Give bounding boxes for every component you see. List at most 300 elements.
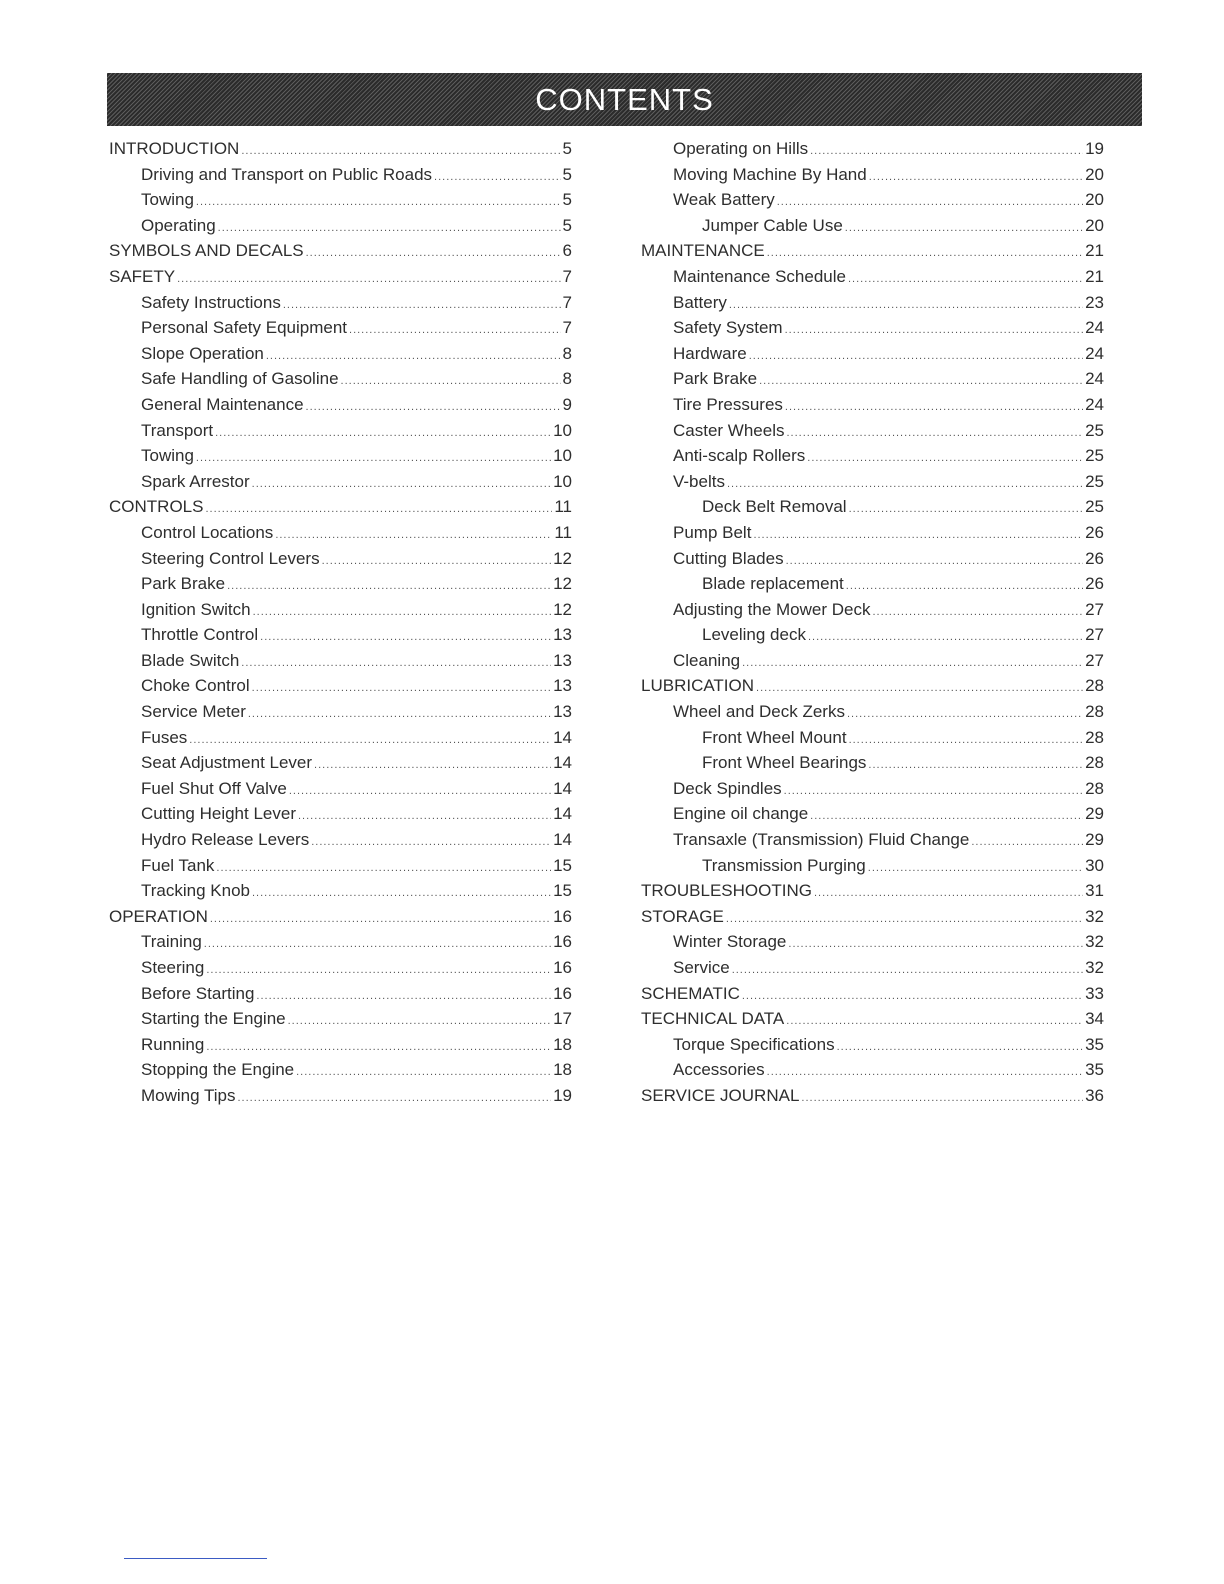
toc-entry[interactable] — [109, 676, 572, 702]
toc-entry[interactable] — [109, 190, 572, 216]
toc-leader-dots — [848, 273, 1083, 285]
toc-leader-dots — [777, 196, 1083, 208]
toc-leader-dots — [206, 964, 551, 976]
toc-leader-dots — [767, 1066, 1083, 1078]
toc-entry[interactable] — [109, 293, 572, 319]
toc-entry-label: Engine oil change — [673, 804, 809, 824]
toc-entry-page: 21 — [1085, 266, 1104, 286]
toc-entry-page: 13 — [553, 676, 572, 696]
toc-leader-dots — [237, 1092, 551, 1104]
toc-entry-page: 5 — [562, 139, 572, 158]
toc-entry-page: 27 — [1085, 625, 1104, 645]
toc-leader-dots — [266, 350, 561, 362]
toc-entry-label: Pump Belt — [673, 522, 752, 542]
toc-entry-label: Towing — [141, 190, 194, 210]
toc-entry[interactable] — [641, 779, 1104, 805]
toc-entry-page: 35 — [1085, 1060, 1104, 1080]
toc-entry-label: Battery — [673, 292, 727, 312]
toc-entry[interactable] — [109, 907, 572, 933]
toc-leader-dots — [845, 222, 1083, 234]
toc-leader-dots — [210, 913, 551, 925]
toc-entry[interactable] — [641, 472, 1104, 498]
toc-entry-label: Tracking Knob — [141, 881, 250, 901]
toc-leader-dots — [196, 452, 551, 464]
toc-leader-dots — [205, 503, 552, 515]
toc-entry[interactable] — [109, 139, 572, 165]
toc-leader-dots — [289, 785, 551, 797]
toc-leader-dots — [869, 171, 1083, 183]
toc-entry-label: Towing — [141, 446, 194, 466]
toc-leader-dots — [785, 401, 1083, 413]
toc-leader-dots — [732, 964, 1083, 976]
toc-entry-label: Transaxle (Transmission) Fluid Change — [673, 830, 970, 850]
toc-entry-page: 36 — [1085, 1085, 1104, 1105]
toc-leader-dots — [837, 1041, 1083, 1053]
toc-leader-dots — [252, 478, 551, 490]
toc-leader-dots — [196, 196, 561, 208]
toc-entry[interactable] — [109, 702, 572, 728]
toc-leader-dots — [767, 247, 1083, 259]
toc-entry-label: Hydro Release Levers — [141, 830, 310, 850]
toc-entry-label: Park Brake — [673, 369, 758, 389]
toc-entry-label: STORAGE — [641, 906, 724, 926]
toc-entry-label: LUBRICATION — [641, 676, 755, 696]
toc-entry-label: SYMBOLS AND DECALS — [109, 241, 304, 261]
toc-entry[interactable] — [641, 293, 1104, 319]
toc-entry-page: 14 — [553, 753, 572, 773]
toc-entry[interactable] — [109, 1086, 572, 1112]
toc-leader-dots — [296, 1066, 551, 1078]
footer-rule — [124, 1558, 267, 1559]
toc-entry[interactable] — [641, 881, 1104, 907]
toc-entry-label: Caster Wheels — [673, 420, 785, 440]
toc-leader-dots — [753, 529, 1083, 541]
toc-entry-label: OPERATION — [109, 906, 208, 926]
toc-leader-dots — [288, 1015, 551, 1027]
toc-entry-page: 32 — [1085, 958, 1104, 977]
toc-entry[interactable] — [109, 625, 572, 651]
toc-entry-label: Slope Operation — [141, 343, 264, 363]
toc-entry[interactable] — [109, 472, 572, 498]
toc-entry-label: Blade Switch — [141, 650, 240, 670]
toc-leader-dots — [322, 555, 551, 567]
toc-entry-page: 10 — [553, 446, 572, 466]
toc-entry-label: Torque Specifications — [673, 1034, 835, 1054]
toc-entry-label: Ignition Switch — [141, 599, 251, 619]
toc-entry-label: V-belts — [673, 471, 725, 491]
toc-entry-label: Cleaning — [673, 650, 741, 670]
toc-entry-label: SERVICE JOURNAL — [641, 1085, 800, 1105]
toc-entry[interactable] — [641, 958, 1104, 984]
toc-entry-page: 25 — [1085, 420, 1104, 440]
toc-entry[interactable] — [109, 421, 572, 447]
toc-entry-page: 25 — [1085, 446, 1104, 466]
toc-entry-page: 24 — [1085, 369, 1104, 389]
toc-leader-dots — [727, 478, 1083, 490]
toc-entry-label: Safety Instructions — [141, 292, 281, 312]
toc-entry-page: 5 — [562, 164, 572, 184]
toc-entry[interactable] — [641, 753, 1104, 779]
toc-leader-dots — [216, 862, 551, 874]
toc-entry[interactable] — [641, 984, 1104, 1010]
toc-entry-page: 10 — [553, 471, 572, 491]
toc-entry-label: Winter Storage — [673, 932, 787, 952]
toc-entry-label: Tire Pressures — [673, 394, 783, 414]
toc-entry-label: Deck Belt Removal — [702, 497, 847, 517]
toc-entry-page: 32 — [1085, 906, 1104, 926]
toc-entry[interactable] — [109, 241, 572, 267]
toc-entry-label: Transport — [141, 420, 214, 440]
toc-entry-label: Cutting Blades — [673, 548, 784, 568]
toc-leader-dots — [248, 708, 551, 720]
toc-entry-label: Safe Handling of Gasoline — [141, 369, 339, 389]
toc-leader-dots — [872, 606, 1083, 618]
toc-entry[interactable] — [641, 190, 1104, 216]
toc-entry-label: Service Meter — [141, 702, 246, 722]
toc-entry-page: 28 — [1085, 753, 1104, 773]
toc-entry[interactable] — [109, 574, 572, 600]
toc-leader-dots — [749, 350, 1083, 362]
toc-leader-dots — [260, 631, 551, 643]
toc-entry[interactable] — [641, 139, 1104, 165]
page-title: CONTENTS — [535, 81, 714, 117]
toc-entry-label: Fuses — [141, 727, 188, 747]
toc-leader-dots — [275, 529, 552, 541]
toc-entry-label: Driving and Transport on Public Roads — [141, 164, 433, 184]
toc-entry[interactable] — [641, 932, 1104, 958]
toc-entry[interactable] — [641, 216, 1104, 242]
toc-entry-label: Jumper Cable Use — [702, 215, 843, 235]
toc-entry-page: 12 — [553, 599, 572, 619]
toc-entry-page: 14 — [553, 778, 572, 798]
toc-entry[interactable] — [641, 804, 1104, 830]
toc-entry[interactable] — [641, 676, 1104, 702]
toc-entry-page: 28 — [1085, 778, 1104, 798]
toc-entry-page: 26 — [1085, 548, 1104, 568]
toc-entry-page: 13 — [553, 650, 572, 670]
toc-leader-dots — [784, 785, 1083, 797]
toc-entry[interactable] — [641, 344, 1104, 370]
toc-entry-page: 28 — [1085, 727, 1104, 747]
toc-entry-page: 5 — [562, 215, 572, 235]
toc-entry[interactable] — [641, 1086, 1104, 1112]
toc-entry[interactable] — [641, 165, 1104, 191]
toc-entry-page: 25 — [1085, 497, 1104, 517]
toc-leader-dots — [349, 324, 561, 336]
toc-entry-page: 19 — [1085, 139, 1104, 158]
toc-leader-dots — [846, 580, 1083, 592]
toc-leader-dots — [241, 145, 560, 157]
toc-leader-dots — [801, 1092, 1083, 1104]
toc-leader-dots — [868, 862, 1083, 874]
toc-entry-label: Steering — [141, 958, 205, 977]
toc-entry-page: 35 — [1085, 1034, 1104, 1054]
toc-leader-dots — [786, 555, 1084, 567]
toc-leader-dots — [314, 759, 551, 771]
toc-entry[interactable] — [109, 932, 572, 958]
toc-entry-label: Fuel Tank — [141, 855, 215, 875]
toc-leader-dots — [204, 938, 551, 950]
toc-entry-label: Fuel Shut Off Valve — [141, 778, 287, 798]
toc-leader-dots — [218, 222, 561, 234]
toc-leader-dots — [241, 657, 551, 669]
toc-entry-label: General Maintenance — [141, 394, 304, 414]
toc-entry-page: 9 — [562, 394, 572, 414]
toc-entry-label: Leveling deck — [702, 625, 806, 645]
toc-leader-dots — [759, 375, 1083, 387]
toc-entry-page: 5 — [562, 190, 572, 210]
toc-entry-page: 17 — [553, 1009, 572, 1029]
toc-entry-page: 13 — [553, 625, 572, 645]
toc-entry-label: Personal Safety Equipment — [141, 318, 348, 338]
toc-entry-page: 30 — [1085, 855, 1104, 875]
toc-leader-dots — [215, 427, 551, 439]
toc-entry[interactable] — [641, 549, 1104, 575]
contents-banner — [107, 73, 1142, 126]
toc-entry-page: 24 — [1085, 318, 1104, 338]
toc-entry[interactable] — [641, 395, 1104, 421]
toc-entry-label: Operating — [141, 215, 216, 235]
toc-entry[interactable] — [109, 549, 572, 575]
toc-entry-label: TROUBLESHOOTING — [641, 881, 812, 901]
toc-leader-dots — [742, 990, 1083, 1002]
toc-leader-dots — [726, 913, 1083, 925]
toc-entry-label: Moving Machine By Hand — [673, 164, 867, 184]
toc-entry[interactable] — [641, 421, 1104, 447]
toc-entry-label: MAINTENANCE — [641, 241, 765, 261]
toc-leader-dots — [253, 606, 551, 618]
toc-entry-page: 32 — [1085, 932, 1104, 952]
toc-entry[interactable] — [109, 830, 572, 856]
toc-column-right — [641, 139, 1104, 1112]
toc-leader-dots — [298, 810, 551, 822]
toc-entry-page: 16 — [553, 958, 572, 977]
toc-entry-page: 14 — [553, 727, 572, 747]
toc-entry-page: 16 — [553, 983, 572, 1003]
toc-entry[interactable] — [109, 1009, 572, 1035]
toc-entry[interactable] — [641, 1009, 1104, 1035]
toc-entry[interactable] — [641, 907, 1104, 933]
toc-leader-dots — [786, 1015, 1083, 1027]
toc-entry[interactable] — [641, 446, 1104, 472]
toc-entry-label: Deck Spindles — [673, 778, 782, 798]
toc-leader-dots — [311, 836, 551, 848]
toc-entry-label: Control Locations — [141, 522, 274, 542]
toc-entry-label: Safety System — [673, 318, 783, 338]
toc-entry-label: Accessories — [673, 1060, 765, 1080]
toc-entry[interactable] — [109, 344, 572, 370]
toc-entry-page: 31 — [1085, 881, 1104, 901]
toc-entry[interactable] — [109, 958, 572, 984]
toc-entry-page: 16 — [553, 906, 572, 926]
toc-entry-label: Choke Control — [141, 676, 250, 696]
toc-leader-dots — [177, 273, 560, 285]
toc-leader-dots — [729, 299, 1083, 311]
toc-entry-page: 24 — [1085, 343, 1104, 363]
toc-entry-page: 25 — [1085, 471, 1104, 491]
toc-leader-dots — [206, 1041, 551, 1053]
toc-entry-label: Seat Adjustment Lever — [141, 753, 313, 773]
toc-entry[interactable] — [641, 830, 1104, 856]
toc-entry[interactable] — [109, 523, 572, 549]
toc-entry-label: INTRODUCTION — [109, 139, 240, 158]
toc-entry[interactable] — [109, 318, 572, 344]
toc-entry-page: 16 — [553, 932, 572, 952]
toc-leader-dots — [810, 145, 1083, 157]
toc-entry[interactable] — [641, 702, 1104, 728]
toc-entry-label: SAFETY — [109, 266, 176, 286]
toc-leader-dots — [252, 887, 551, 899]
toc-entry-page: 12 — [553, 548, 572, 568]
toc-entry-label: Starting the Engine — [141, 1009, 286, 1029]
toc-leader-dots — [849, 734, 1084, 746]
toc-entry-page: 11 — [554, 522, 572, 542]
toc-entry-page: 7 — [562, 266, 572, 286]
toc-entry-page: 27 — [1085, 650, 1104, 670]
toc-entry-page: 18 — [553, 1060, 572, 1080]
toc-entry-page: 20 — [1085, 164, 1104, 184]
toc-entry-label: Cutting Height Lever — [141, 804, 296, 824]
toc-entry-page: 29 — [1085, 804, 1104, 824]
toc-entry-label: Stopping the Engine — [141, 1060, 295, 1080]
toc-entry-page: 15 — [553, 881, 572, 901]
toc-entry[interactable] — [109, 216, 572, 242]
toc-leader-dots — [756, 682, 1083, 694]
toc-entry-label: Adjusting the Mower Deck — [673, 599, 871, 619]
toc-leader-dots — [788, 938, 1083, 950]
toc-entry-label: Park Brake — [141, 574, 226, 594]
toc-entry-page: 21 — [1085, 241, 1104, 261]
toc-entry-label: CONTROLS — [109, 497, 204, 517]
toc-entry-label: Wheel and Deck Zerks — [673, 702, 845, 722]
toc-entry-page: 29 — [1085, 830, 1104, 850]
toc-leader-dots — [849, 503, 1084, 515]
toc-entry[interactable] — [109, 1035, 572, 1061]
toc-entry-page: 6 — [562, 241, 572, 261]
toc-leader-dots — [847, 708, 1083, 720]
toc-entry-page: 23 — [1085, 292, 1104, 312]
toc-entry-page: 24 — [1085, 394, 1104, 414]
toc-leader-dots — [786, 427, 1083, 439]
toc-leader-dots — [306, 247, 561, 259]
toc-entry[interactable] — [641, 497, 1104, 523]
toc-leader-dots — [810, 810, 1083, 822]
toc-entry-label: Throttle Control — [141, 625, 259, 645]
toc-leader-dots — [814, 887, 1083, 899]
toc-entry-label: Operating on Hills — [673, 139, 809, 158]
toc-entry[interactable] — [641, 600, 1104, 626]
toc-leader-dots — [256, 990, 551, 1002]
toc-entry-page: 7 — [562, 292, 572, 312]
toc-entry-page: 28 — [1085, 702, 1104, 722]
toc-entry[interactable] — [109, 369, 572, 395]
toc-entry[interactable] — [109, 446, 572, 472]
toc-leader-dots — [252, 682, 551, 694]
toc-leader-dots — [341, 375, 561, 387]
toc-entry[interactable] — [109, 395, 572, 421]
toc-entry[interactable] — [641, 651, 1104, 677]
toc-column-left — [109, 139, 572, 1112]
toc-entry-page: 13 — [553, 702, 572, 722]
toc-entry[interactable] — [109, 497, 572, 523]
toc-entry-label: SCHEMATIC — [641, 983, 740, 1003]
toc-leader-dots — [306, 401, 561, 413]
toc-entry[interactable] — [109, 1060, 572, 1086]
toc-entry-page: 14 — [553, 830, 572, 850]
toc-entry[interactable] — [109, 984, 572, 1010]
toc-entry[interactable] — [641, 1060, 1104, 1086]
toc-entry-label: Weak Battery — [673, 190, 775, 210]
toc-entry-page: 20 — [1085, 190, 1104, 210]
toc-entry[interactable] — [641, 241, 1104, 267]
toc-leader-dots — [785, 324, 1083, 336]
toc-entry-page: 33 — [1085, 983, 1104, 1003]
toc-entry-label: Front Wheel Bearings — [702, 753, 867, 773]
toc-entry-page: 34 — [1085, 1009, 1104, 1029]
toc-entry[interactable] — [109, 165, 572, 191]
toc-entry-label: Before Starting — [141, 983, 255, 1003]
toc-entry-page: 26 — [1085, 574, 1104, 594]
toc-entry-page: 10 — [553, 420, 572, 440]
toc-entry-page: 14 — [553, 804, 572, 824]
toc-entry[interactable] — [641, 625, 1104, 651]
toc-entry-page: 8 — [562, 369, 572, 389]
toc-entry-page: 15 — [553, 855, 572, 875]
toc-entry-label: Blade replacement — [702, 574, 844, 594]
toc-leader-dots — [807, 452, 1083, 464]
toc-entry-label: Training — [141, 932, 202, 952]
toc-entry[interactable] — [641, 267, 1104, 293]
toc-leader-dots — [808, 631, 1083, 643]
toc-leader-dots — [868, 759, 1083, 771]
toc-leader-dots — [971, 836, 1083, 848]
toc-leader-dots — [434, 171, 560, 183]
toc-entry-label: TECHNICAL DATA — [641, 1009, 785, 1029]
toc-entry-page: 11 — [554, 497, 572, 517]
toc-entry[interactable] — [109, 267, 572, 293]
toc-entry[interactable] — [641, 1035, 1104, 1061]
toc-entry-label: Running — [141, 1034, 205, 1054]
toc-entry-page: 26 — [1085, 522, 1104, 542]
toc-entry-label: Steering Control Levers — [141, 548, 320, 568]
toc-entry[interactable] — [641, 856, 1104, 882]
toc-entry[interactable] — [109, 881, 572, 907]
toc-entry[interactable] — [109, 600, 572, 626]
toc-entry-page: 12 — [553, 574, 572, 594]
toc-entry[interactable] — [109, 856, 572, 882]
toc-entry-label: Hardware — [673, 343, 747, 363]
toc-entry[interactable] — [641, 728, 1104, 754]
toc-entry[interactable] — [109, 728, 572, 754]
toc-entry-page: 27 — [1085, 599, 1104, 619]
toc-entry-page: 28 — [1085, 676, 1104, 696]
toc-entry-label: Mowing Tips — [141, 1085, 236, 1105]
toc-entry[interactable] — [109, 779, 572, 805]
toc-entry[interactable] — [641, 523, 1104, 549]
toc-entry[interactable] — [109, 804, 572, 830]
toc-entry-page: 18 — [553, 1034, 572, 1054]
toc-entry[interactable] — [109, 651, 572, 677]
toc-entry-page: 8 — [562, 343, 572, 363]
toc-entry[interactable] — [641, 369, 1104, 395]
toc-entry-label: Maintenance Schedule — [673, 266, 846, 286]
toc-entry[interactable] — [641, 318, 1104, 344]
toc-entry[interactable] — [641, 574, 1104, 600]
toc-entry-label: Service — [673, 958, 730, 977]
toc-entry-page: 20 — [1085, 215, 1104, 235]
toc-entry-label: Anti-scalp Rollers — [673, 446, 806, 466]
toc-entry[interactable] — [109, 753, 572, 779]
